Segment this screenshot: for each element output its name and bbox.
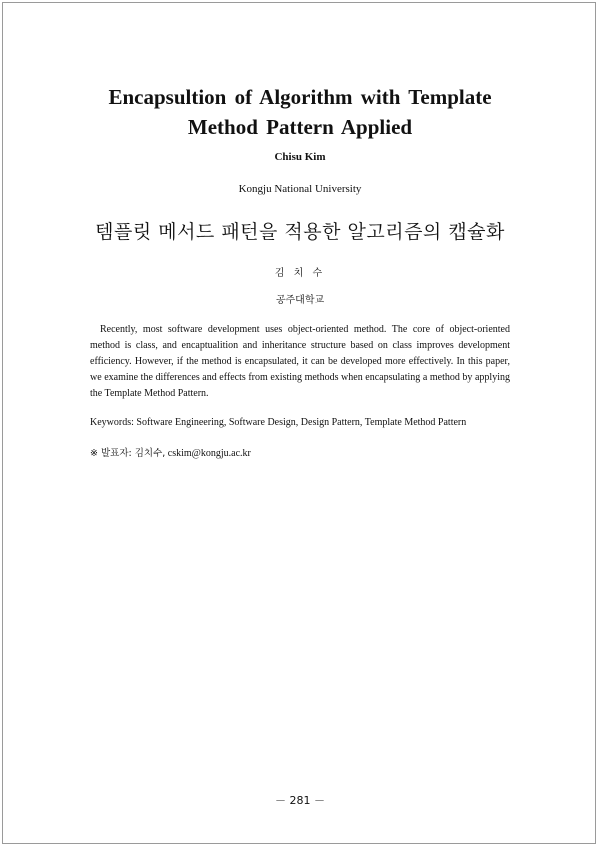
affiliation-ko: 공주대학교	[275, 295, 325, 306]
presenter-email: cskim@kongju.ac.kr	[167, 448, 251, 459]
author-name-ko: 김 치 수	[274, 268, 326, 279]
title-line-2: Method Pattern Applied	[187, 115, 413, 139]
presenter-note	[90, 447, 510, 461]
author-name-en: Chisu Kim	[274, 151, 326, 163]
page-number: － 281 －	[275, 794, 325, 807]
abstract: Recently, most software development uses object-oriented method. The core of object-oriented method is class, and encaptualition and inheritance structure based on class improves development efficiency. However, if the method is encapsulated, it can be developed more effectively. In this paper, we examine the differences and effects from existing methods when encapsulating a method by applying the Template Method Pattern.	[90, 324, 510, 399]
paper-title-ko: 템플릿 메서드 패턴을 적용한 알고리즘의 캡슐화	[95, 221, 505, 243]
affiliation-en: Kongju National University	[238, 183, 362, 195]
keywords: Keywords: Software Engineering, Software Design, Design Pattern, Template Method Pattern	[90, 417, 467, 428]
presenter-label: ※ 발표자: 김치수,	[90, 448, 166, 459]
title-line-1: Encapsultion of Algorithm with Template	[108, 85, 492, 109]
paper-title-en	[0, 82, 600, 142]
